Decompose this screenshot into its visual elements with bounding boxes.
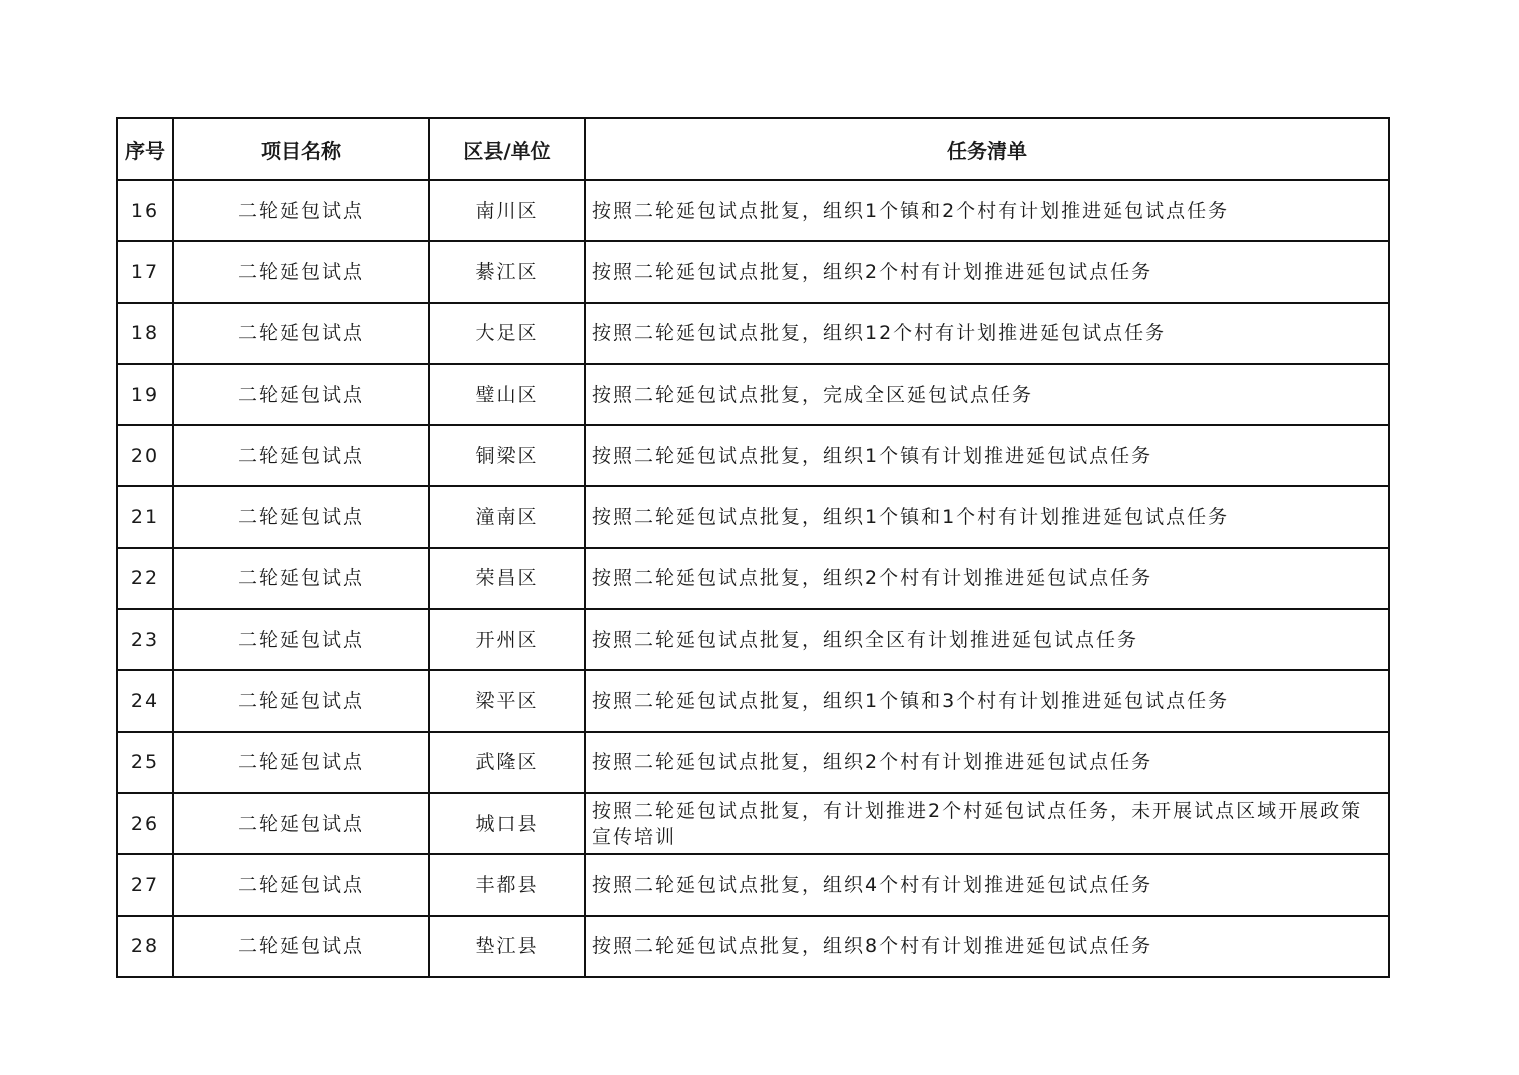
row-project-name: 二轮延包试点: [173, 854, 429, 915]
row-unit: 武隆区: [429, 732, 585, 793]
table-row: [117, 486, 1389, 547]
row-task: 按照二轮延包试点批复，有计划推进2个村延包试点任务，未开展试点区域开展政策宣传培训: [585, 793, 1389, 854]
row-no: 21: [117, 486, 173, 547]
row-project-name: 二轮延包试点: [173, 486, 429, 547]
row-task: 按照二轮延包试点批复，组织2个村有计划推进延包试点任务: [585, 241, 1389, 302]
row-no: 27: [117, 854, 173, 915]
row-unit: 璧山区: [429, 364, 585, 425]
row-no: 22: [117, 548, 173, 609]
row-unit: 城口县: [429, 793, 585, 854]
row-no: 25: [117, 732, 173, 793]
row-project-name: 二轮延包试点: [173, 180, 429, 241]
table-row: [117, 303, 1389, 364]
row-task: 按照二轮延包试点批复，组织1个镇有计划推进延包试点任务: [585, 425, 1389, 486]
row-no: 28: [117, 916, 173, 977]
table-row: [117, 180, 1389, 241]
row-no: 19: [117, 364, 173, 425]
row-unit: 铜梁区: [429, 425, 585, 486]
table-row: [117, 916, 1389, 977]
row-no: 23: [117, 609, 173, 670]
row-no: 20: [117, 425, 173, 486]
row-project-name: 二轮延包试点: [173, 425, 429, 486]
row-unit: 潼南区: [429, 486, 585, 547]
row-project-name: 二轮延包试点: [173, 670, 429, 731]
row-project-name: 二轮延包试点: [173, 303, 429, 364]
table-row: [117, 548, 1389, 609]
table-row: [117, 854, 1389, 915]
table-row: [117, 670, 1389, 731]
task-table: [116, 117, 1390, 978]
row-no: 24: [117, 670, 173, 731]
row-unit: 垫江县: [429, 916, 585, 977]
table-row: [117, 364, 1389, 425]
row-project-name: 二轮延包试点: [173, 548, 429, 609]
row-unit: 大足区: [429, 303, 585, 364]
row-task: 按照二轮延包试点批复，组织全区有计划推进延包试点任务: [585, 609, 1389, 670]
row-task: 按照二轮延包试点批复，组织1个镇和2个村有计划推进延包试点任务: [585, 180, 1389, 241]
row-project-name: 二轮延包试点: [173, 916, 429, 977]
row-unit: 荣昌区: [429, 548, 585, 609]
row-unit: 梁平区: [429, 670, 585, 731]
row-task: 按照二轮延包试点批复，完成全区延包试点任务: [585, 364, 1389, 425]
row-no: 26: [117, 793, 173, 854]
row-task: 按照二轮延包试点批复，组织12个村有计划推进延包试点任务: [585, 303, 1389, 364]
header-project-name: 项目名称: [173, 118, 429, 180]
table-row: [117, 425, 1389, 486]
row-task: 按照二轮延包试点批复，组织2个村有计划推进延包试点任务: [585, 732, 1389, 793]
row-task: 按照二轮延包试点批复，组织2个村有计划推进延包试点任务: [585, 548, 1389, 609]
row-task: 按照二轮延包试点批复，组织4个村有计划推进延包试点任务: [585, 854, 1389, 915]
table-row: [117, 241, 1389, 302]
row-unit: 南川区: [429, 180, 585, 241]
row-no: 16: [117, 180, 173, 241]
row-project-name: 二轮延包试点: [173, 793, 429, 854]
row-task: 按照二轮延包试点批复，组织8个村有计划推进延包试点任务: [585, 916, 1389, 977]
table-row: [117, 793, 1389, 854]
row-unit: 丰都县: [429, 854, 585, 915]
table-header-row: [117, 118, 1389, 180]
header-unit: 区县/单位: [429, 118, 585, 180]
table-row: [117, 732, 1389, 793]
header-task-list: 任务清单: [585, 118, 1389, 180]
row-project-name: 二轮延包试点: [173, 732, 429, 793]
row-no: 17: [117, 241, 173, 302]
row-project-name: 二轮延包试点: [173, 364, 429, 425]
row-task: 按照二轮延包试点批复，组织1个镇和1个村有计划推进延包试点任务: [585, 486, 1389, 547]
row-task: 按照二轮延包试点批复，组织1个镇和3个村有计划推进延包试点任务: [585, 670, 1389, 731]
row-project-name: 二轮延包试点: [173, 609, 429, 670]
header-no: 序号: [117, 118, 173, 180]
row-project-name: 二轮延包试点: [173, 241, 429, 302]
row-unit: 綦江区: [429, 241, 585, 302]
row-unit: 开州区: [429, 609, 585, 670]
row-no: 18: [117, 303, 173, 364]
table-row: [117, 609, 1389, 670]
